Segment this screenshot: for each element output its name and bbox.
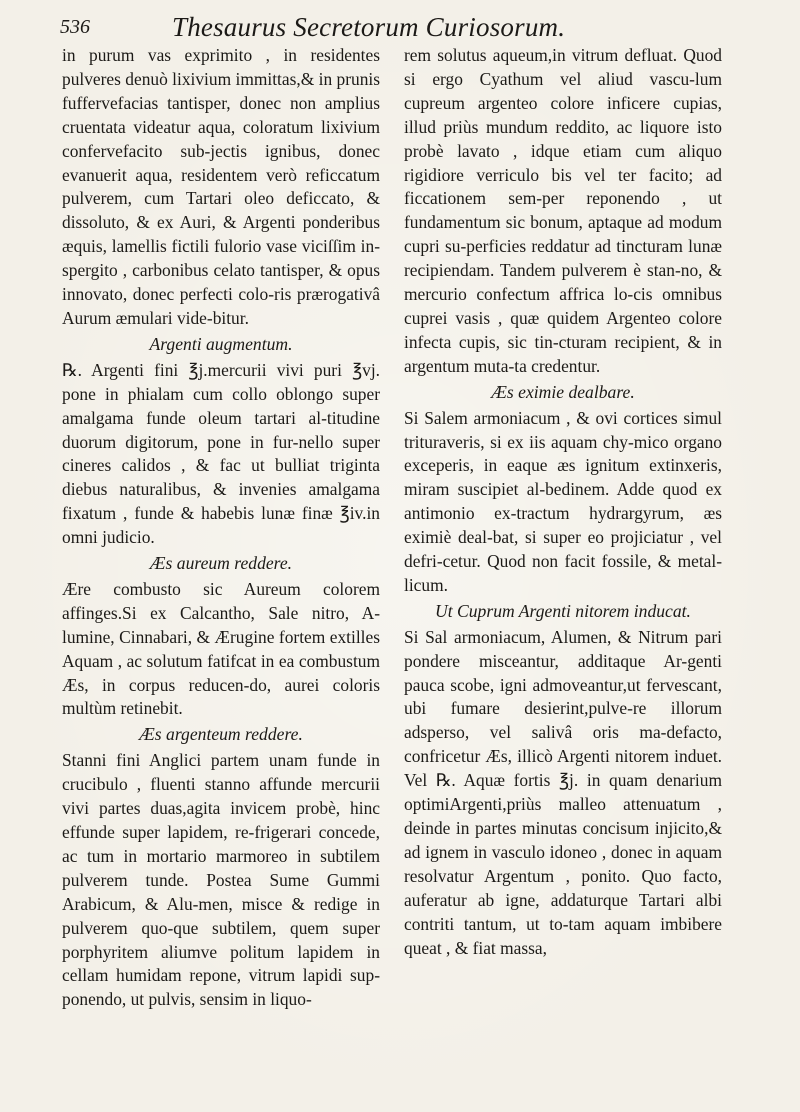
paragraph: in purum vas exprimito , in residentes pulveres denuò lixivium immittas,& in prunis fuffervefacias tantisper, donec non amplius cruentata videatur aqua, coloratum lixivium confervefacito sub-jectis ignibus, donec evanuerit aqua, residentem verò reficcatum pulverem, cum Tartari oleo deficcato, & dissoluto, & ex Auri, & Argenti ponderibus æquis, lamellis fictili fulorio vase viciſſim in-spergito , carbonibus celato tantisper, & opus innovato, donec perfecti colo-ris prærogativâ Aurum æmulari vide-bitur. (62, 45, 380, 328)
page-number: 536 (60, 16, 90, 38)
paragraph: rem solutus aqueum,in vitrum defluat. Quod si ergo Cyathum vel aliud vascu-lum cupreum argenteo colore inficere cupias, illud priùs mundum reddito, ac liquore isto probè lavato , idque etiam cum aliquo rigidiore verriculo bis vel ter facito; ad ficcationem sem-per reponendo , ut fundamentum sic bonum, aptaque ad modum cupri su-perficies reddatur ad tincturam lunæ recipiendam. Tandem pulverem è stan-no, & mercurio confectum affrica lo-cis omnibus cuprei vasis , quæ quidem Argenteo colore infecta cupis, sic tin-cturam recipient, & in argentum muta-ta credentur. (404, 45, 722, 376)
section-heading: Argenti augmentum. (149, 333, 293, 354)
section-heading: Ut Cuprum Argenti nitorem inducat. (435, 600, 691, 621)
section-heading: Æs eximie dealbare. (491, 381, 635, 402)
right-column (404, 44, 722, 961)
paragraph: Si Salem armoniacum , & ovi cortices simul trituraveris, si ex iis aquam chy-mico organo exceperis, in eaque æs ignitum extinxeris, miram suscipiet al-bedinem. Adde quod ex antimonio ex-tractum hydrargyrum, æs eximiè deal-bat, si super eo projiciatur , vel defri-cetur. Quod non facit fossile, & metal-licum. (404, 407, 722, 595)
section-heading: Æs argenteum reddere. (139, 724, 303, 745)
section-heading: Æs aureum reddere. (149, 553, 293, 574)
left-column (62, 44, 380, 1013)
paragraph: ℞. Argenti fini ℥j.mercurii vivi puri ℥vj. pone in phialam cum collo oblongo super amalgama funde oleum tartari al-titudine duorum digitorum, pone in fur-nello super cineres calidos , & fac ut bulliat triginta diebus naturalibus, & invenies amalgama fixatum , funde & habebis lunæ finæ ℥iv.in omni judicio. (62, 359, 380, 548)
paragraph: Ære combusto sic Aureum colorem affinges.Si ex Calcantho, Sale nitro, A-lumine, Cinnabari, & Ærugine fortem extilles Aquam , ac solutum fatifcat in ea combustum Æs, in corpus reducen-do, aurei coloris multùm retinebit. (62, 578, 380, 719)
paragraph: Stanni fini Anglici partem unam funde in crucibulo , fluenti stanno affunde mercurii vivi partes duas,agita invicem probè, hinc effunde super lapidem, re-frigerari concede, ac tum in mortario marmoreo in subtilem pulverem tunde. Postea Sume Gummi Arabicum, & Alu-men, misce & redige in pulverem quo-que subtilem, quem super porphyritem aliumve politum lapidem in cellam humidam repone, vitrum lapidi sup-ponendo, ut pulvis, sensim in liquo- (62, 750, 380, 1010)
page-header (60, 10, 780, 44)
paragraph: Si Sal armoniacum, Alumen, & Nitrum pari pondere misceantur, additaque Ar-genti pauca scobe, igni admoveantur,ut fervescant, ubi fumare desierint,pulve-re illorum adsperso, vel salivâ oris ma-defacto, confricetur Æs, illicò Argenti nitorem induet. Vel ℞. Aquæ fortis ℥j. in quam denarium optimiArgenti,priùs malleo attenuatum , deinde in partes minutas concisum injicito,& ad ignem in vasculo idoneo , donec in aquam resolvatur Argentum , ponito. Quo facto, auferatur ab igne, addaturque Tartari albi contriti tantum, ut to-tam aquam imbibere queat , & fiat massa, (404, 626, 722, 958)
running-title: Thesaurus Secretorum Curiosorum. (172, 12, 566, 42)
